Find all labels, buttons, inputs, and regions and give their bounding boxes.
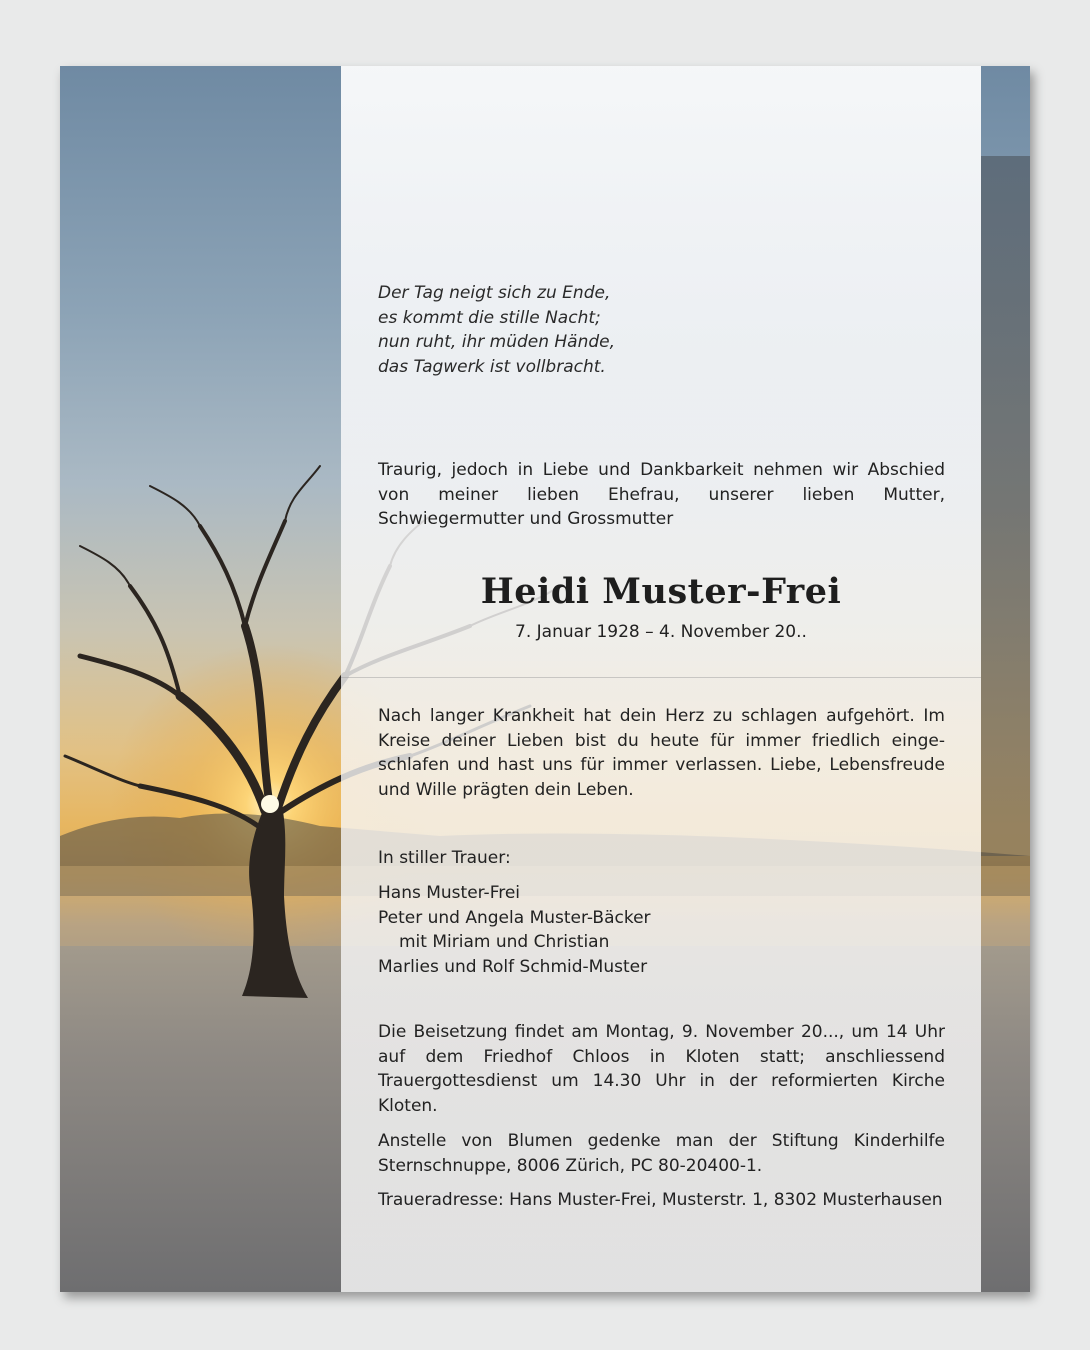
farewell-text: Nach langer Krankheit hat dein Herz zu schlagen aufgehört. Im Kreise deiner Lieben bist du heute für immer friedlich eingeschlafen und hast uns für immer verlassen. Liebe, Lebensfreude und Wille prägten dein Leben. <box>378 706 945 800</box>
address-text: Traueradresse: Hans Muster-Frei, Musterstr. 1, 8302 Musterhausen <box>378 1190 943 1210</box>
poem-line: Der Tag neigt sich zu Ende, <box>378 283 611 303</box>
poem <box>378 281 945 379</box>
mourner-name: mit Miriam und Christian <box>399 932 610 952</box>
mourner-name: Peter und Angela Muster-Bäcker <box>378 907 651 928</box>
content-layer <box>60 66 1030 1292</box>
life-dates: 7. Januar 1928 – 4. November 20.. <box>515 622 807 642</box>
mourner-name: Marlies und Rolf Schmid-Muster <box>378 956 648 977</box>
poem-line: es kommt die stille Nacht; <box>378 307 601 328</box>
mourner-name: Hans Muster-Frei <box>378 883 521 903</box>
deceased-name: Heidi Muster-Frei <box>480 571 842 612</box>
mourners-list <box>378 881 945 979</box>
intro-text: Traurig, jedoch in Liebe und Dankbarkeit nehmen wir Abschied von meiner lieben Ehefrau, unserer lieben Mutter, Schwiegermutter und Grossmutter <box>378 460 945 529</box>
mourning-title: In stiller Trauer: <box>378 848 511 868</box>
funeral-text: Die Beisetzung findet am Montag, 9. November 20..., um 14 Uhr auf dem Friedhof Chloos in Kloten statt; anschliessend Trauergottesdienst um 14.30 Uhr in der reformierten Kirche Kloten. <box>378 1022 945 1116</box>
poem-line: nun ruht, ihr müden Hände, <box>378 332 616 352</box>
poem-line: das Tagwerk ist vollbracht. <box>378 356 606 377</box>
donation-text: Anstelle von Blumen gedenke man der Stiftung Kinderhilfe Sternschnuppe, 8006 Zürich, PC 80-20400-1. <box>378 1131 945 1176</box>
